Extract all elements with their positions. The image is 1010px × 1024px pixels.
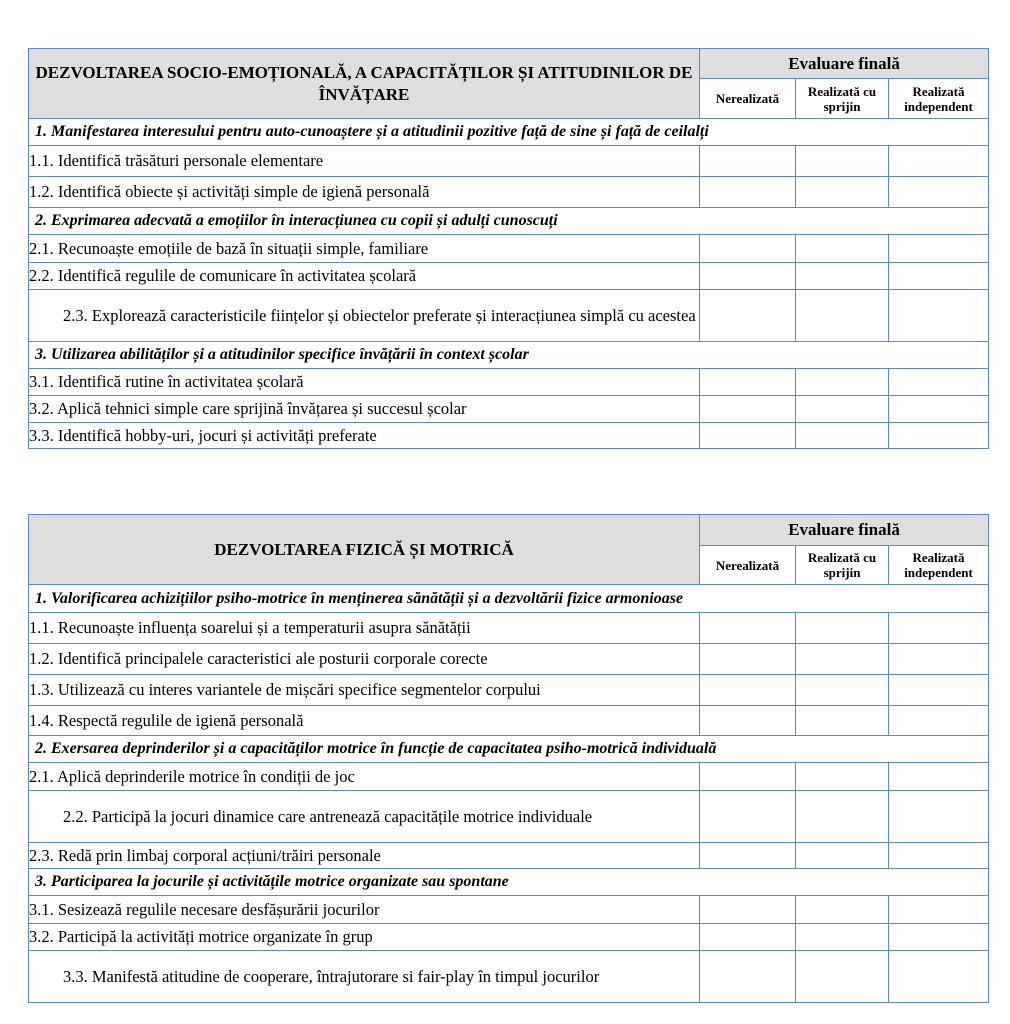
cell-nerealizata[interactable] — [700, 423, 796, 449]
section-row — [29, 208, 989, 235]
evaluation-header: Evaluare finală — [700, 49, 989, 79]
cell-nerealizata[interactable] — [700, 843, 796, 869]
competency-label: 2.3. Redă prin limbaj corporal acțiuni/trăiri personale — [29, 843, 700, 869]
cell-nerealizata[interactable] — [700, 369, 796, 396]
table-row — [29, 791, 989, 843]
cell-cu-sprijin[interactable] — [796, 763, 889, 791]
competency-label: 3.1. Identifică rutine în activitatea școlară — [29, 369, 700, 396]
cell-nerealizata[interactable] — [700, 613, 796, 644]
table-row — [29, 369, 989, 396]
competency-label: 2.1. Recunoaște emoțiile de bază în situații simple, familiare — [29, 235, 700, 263]
cell-nerealizata[interactable] — [700, 924, 796, 951]
table-row — [29, 644, 989, 675]
cell-cu-sprijin[interactable] — [796, 791, 889, 843]
cell-nerealizata[interactable] — [700, 290, 796, 342]
cell-cu-sprijin[interactable] — [796, 177, 889, 208]
column-header-cu-sprijin: Realizată cu sprijin — [796, 79, 889, 119]
evaluation-header: Evaluare finală — [700, 515, 989, 546]
column-header-independent: Realizată independent — [889, 546, 989, 585]
cell-cu-sprijin[interactable] — [796, 263, 889, 290]
cell-cu-sprijin[interactable] — [796, 423, 889, 449]
table-row — [29, 924, 989, 951]
section-row — [29, 869, 989, 896]
evaluation-table-socio-emotional — [28, 48, 989, 449]
competency-label: 2.3. Explorează caracteristicile ființelor și obiectelor preferate și interacțiunea simplă cu acestea — [29, 290, 700, 342]
competency-label: 3.1. Sesizează regulile necesare desfășurării jocurilor — [29, 896, 700, 924]
cell-cu-sprijin[interactable] — [796, 644, 889, 675]
table-title: DEZVOLTAREA SOCIO-EMOȚIONALĂ, A CAPACITĂȚILOR ȘI ATITUDINILOR DE ÎNVĂȚARE — [29, 49, 700, 119]
cell-independent[interactable] — [889, 951, 989, 1003]
competency-label: 1.1. Identifică trăsături personale elementare — [29, 146, 700, 177]
cell-nerealizata[interactable] — [700, 177, 796, 208]
table-title: DEZVOLTAREA FIZICĂ ȘI MOTRICĂ — [29, 515, 700, 585]
section-row — [29, 585, 989, 613]
cell-nerealizata[interactable] — [700, 644, 796, 675]
table-row — [29, 263, 989, 290]
cell-independent[interactable] — [889, 263, 989, 290]
cell-independent[interactable] — [889, 290, 989, 342]
cell-independent[interactable] — [889, 675, 989, 706]
cell-independent[interactable] — [889, 924, 989, 951]
section-title: 3. Participarea la jocurile și activitățile motrice organizate sau spontane — [29, 869, 989, 896]
competency-label: 1.4. Respectă regulile de igienă personală — [29, 706, 700, 736]
section-row — [29, 119, 989, 146]
competency-label: 1.2. Identifică obiecte și activități simple de igienă personală — [29, 177, 700, 208]
cell-nerealizata[interactable] — [700, 791, 796, 843]
competency-label: 1.3. Utilizează cu interes variantele de mișcări specifice segmentelor corpului — [29, 675, 700, 706]
competency-label: 1.2. Identifică principalele caracteristici ale posturii corporale corecte — [29, 644, 700, 675]
table-header-row — [29, 49, 989, 79]
table-row — [29, 675, 989, 706]
cell-cu-sprijin[interactable] — [796, 843, 889, 869]
cell-nerealizata[interactable] — [700, 763, 796, 791]
competency-label: 2.2. Identifică regulile de comunicare în activitatea școlară — [29, 263, 700, 290]
cell-independent[interactable] — [889, 896, 989, 924]
cell-nerealizata[interactable] — [700, 951, 796, 1003]
table-row — [29, 951, 989, 1003]
table-row — [29, 177, 989, 208]
cell-cu-sprijin[interactable] — [796, 924, 889, 951]
cell-independent[interactable] — [889, 706, 989, 736]
cell-nerealizata[interactable] — [700, 706, 796, 736]
column-header-nerealizata: Nerealizată — [700, 79, 796, 119]
cell-cu-sprijin[interactable] — [796, 706, 889, 736]
competency-label: 2.1. Aplică deprinderile motrice în condiții de joc — [29, 763, 700, 791]
cell-nerealizata[interactable] — [700, 263, 796, 290]
cell-independent[interactable] — [889, 146, 989, 177]
competency-label: 3.3. Manifestă atitudine de cooperare, întrajutorare si fair-play în timpul jocurilor — [29, 951, 700, 1003]
table-row — [29, 235, 989, 263]
table-row — [29, 613, 989, 644]
column-header-independent: Realizată independent — [889, 79, 989, 119]
table-row — [29, 146, 989, 177]
cell-cu-sprijin[interactable] — [796, 235, 889, 263]
section-row — [29, 736, 989, 763]
cell-independent[interactable] — [889, 235, 989, 263]
column-header-nerealizata: Nerealizată — [700, 546, 796, 585]
cell-cu-sprijin[interactable] — [796, 146, 889, 177]
cell-independent[interactable] — [889, 396, 989, 423]
cell-independent[interactable] — [889, 791, 989, 843]
cell-independent[interactable] — [889, 843, 989, 869]
cell-independent[interactable] — [889, 423, 989, 449]
cell-nerealizata[interactable] — [700, 396, 796, 423]
cell-nerealizata[interactable] — [700, 896, 796, 924]
competency-label: 2.2. Participă la jocuri dinamice care antrenează capacitățile motrice individuale — [29, 791, 700, 843]
cell-cu-sprijin[interactable] — [796, 675, 889, 706]
competency-label: 3.3. Identifică hobby-uri, jocuri și activități preferate — [29, 423, 700, 449]
evaluation-table-physical-motor — [28, 514, 989, 1003]
table-row — [29, 423, 989, 449]
table-row — [29, 290, 989, 342]
competency-label: 3.2. Aplică tehnici simple care sprijină învățarea și succesul școlar — [29, 396, 700, 423]
column-header-cu-sprijin: Realizată cu sprijin — [796, 546, 889, 585]
section-row — [29, 342, 989, 369]
cell-nerealizata[interactable] — [700, 235, 796, 263]
table-header-row — [29, 515, 989, 546]
table-row — [29, 843, 989, 869]
cell-independent[interactable] — [889, 613, 989, 644]
cell-cu-sprijin[interactable] — [796, 369, 889, 396]
section-title: 3. Utilizarea abilităților și a atitudinilor specifice învățării în context școlar — [29, 342, 989, 369]
table-row — [29, 763, 989, 791]
cell-nerealizata[interactable] — [700, 675, 796, 706]
section-title: 1. Valorificarea achizițiilor psiho-motrice în menținerea sănătății și a dezvoltării fizice armonioase — [29, 585, 989, 613]
cell-cu-sprijin[interactable] — [796, 290, 889, 342]
cell-independent[interactable] — [889, 763, 989, 791]
competency-label: 3.2. Participă la activități motrice organizate în grup — [29, 924, 700, 951]
table-row — [29, 706, 989, 736]
table-row — [29, 896, 989, 924]
cell-independent[interactable] — [889, 644, 989, 675]
cell-independent[interactable] — [889, 177, 989, 208]
cell-cu-sprijin[interactable] — [796, 613, 889, 644]
cell-independent[interactable] — [889, 369, 989, 396]
section-title: 1. Manifestarea interesului pentru auto-cunoaștere și a atitudinii pozitive față de sine și față de ceilalți — [29, 119, 989, 146]
competency-label: 1.1. Recunoaște influența soarelui și a temperaturii asupra sănătății — [29, 613, 700, 644]
table-row — [29, 396, 989, 423]
cell-cu-sprijin[interactable] — [796, 951, 889, 1003]
cell-nerealizata[interactable] — [700, 146, 796, 177]
cell-cu-sprijin[interactable] — [796, 896, 889, 924]
section-title: 2. Exprimarea adecvată a emoțiilor în interacțiunea cu copii și adulți cunoscuți — [29, 208, 989, 235]
cell-cu-sprijin[interactable] — [796, 396, 889, 423]
section-title: 2. Exersarea deprinderilor și a capacităților motrice în funcție de capacitatea psiho-motrică individuală — [29, 736, 989, 763]
